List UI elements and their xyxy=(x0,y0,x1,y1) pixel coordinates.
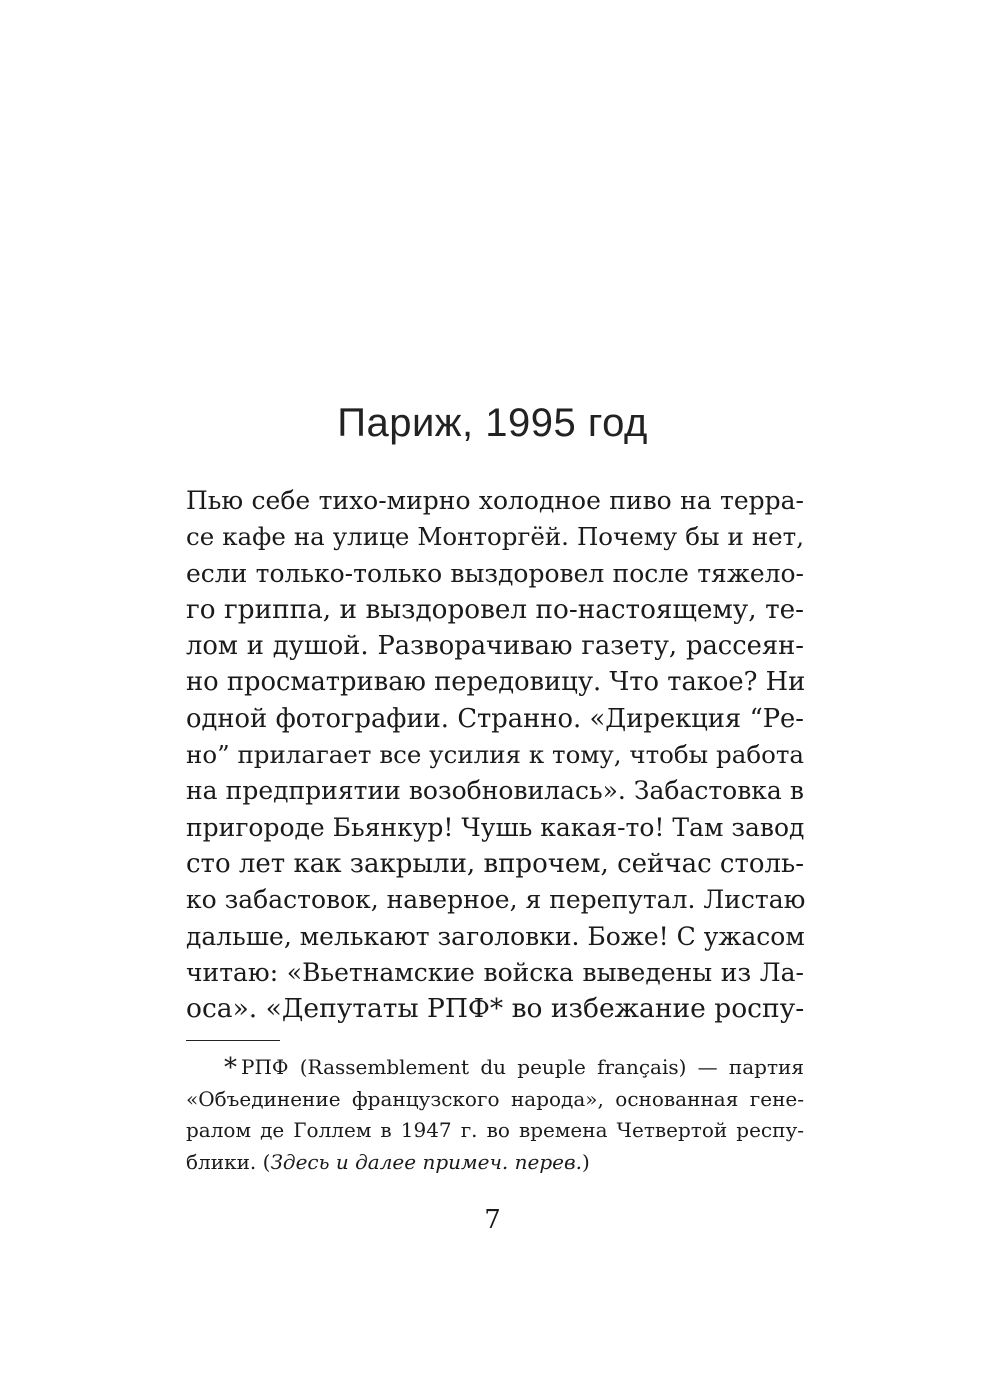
body-line: лом и душой. Разворачиваю газету, рассеян- xyxy=(186,631,804,662)
footnote-italic-note: Здесь и далее примеч. перев. xyxy=(270,1149,582,1174)
body-line: но просматриваю передовицу. Что такое? Ни xyxy=(186,667,806,698)
body-line: се кафе на улице Монторгёй. Почему бы и нет, xyxy=(186,522,804,552)
body-line: одной фотографии. Странно. «Дирекция “Ре- xyxy=(186,703,804,734)
body-line: читаю: «Вьетнамские войска выведены из Ла- xyxy=(186,957,804,987)
body-line: Пью себе тихо-мирно холодное пиво на терра- xyxy=(186,486,804,515)
body-line: оса». «Депутаты РПФ* во избежание роспу- xyxy=(186,993,805,1025)
body-text xyxy=(186,483,804,1027)
body-line: но” прилагает все усилия к тому, чтобы работа xyxy=(186,740,804,770)
footnote-divider xyxy=(186,1040,280,1041)
footnote-line: «Объединение французского народа», основанная гене- xyxy=(186,1086,804,1111)
footnote-line xyxy=(186,1052,804,1084)
footnote-text: ) xyxy=(581,1149,590,1174)
footnote-line: ралом де Голлем в 1947 г. во времена Четвертой респу- xyxy=(186,1118,804,1142)
footnote xyxy=(186,1052,804,1178)
body-line: дальше, мелькают заголовки. Боже! С ужасом xyxy=(186,921,805,951)
body-line: сто лет как закрыли, впрочем, сейчас столь- xyxy=(186,848,804,879)
body-line: ко забастовок, наверное, я перепутал. Листаю xyxy=(186,885,806,915)
footnote-text: блики. ( xyxy=(186,1149,271,1174)
body-line: пригороде Бьянкур! Чушь какая-то! Там завод xyxy=(186,812,805,842)
footnote-line xyxy=(186,1147,804,1179)
body-line: го гриппа, и выздоровел по-настоящему, те- xyxy=(186,594,804,625)
footnote-marker: * xyxy=(224,1053,237,1083)
footnote-text: РПФ (Rassemblement du peuple français) — партия xyxy=(241,1055,804,1079)
body-line: на предприятии возобновилась». Забастовка в xyxy=(186,776,804,806)
chapter-title: Париж, 1995 год xyxy=(337,401,648,445)
body-line: если только-только выздоровел после тяжело- xyxy=(186,558,804,588)
page-number: 7 xyxy=(484,1205,501,1235)
